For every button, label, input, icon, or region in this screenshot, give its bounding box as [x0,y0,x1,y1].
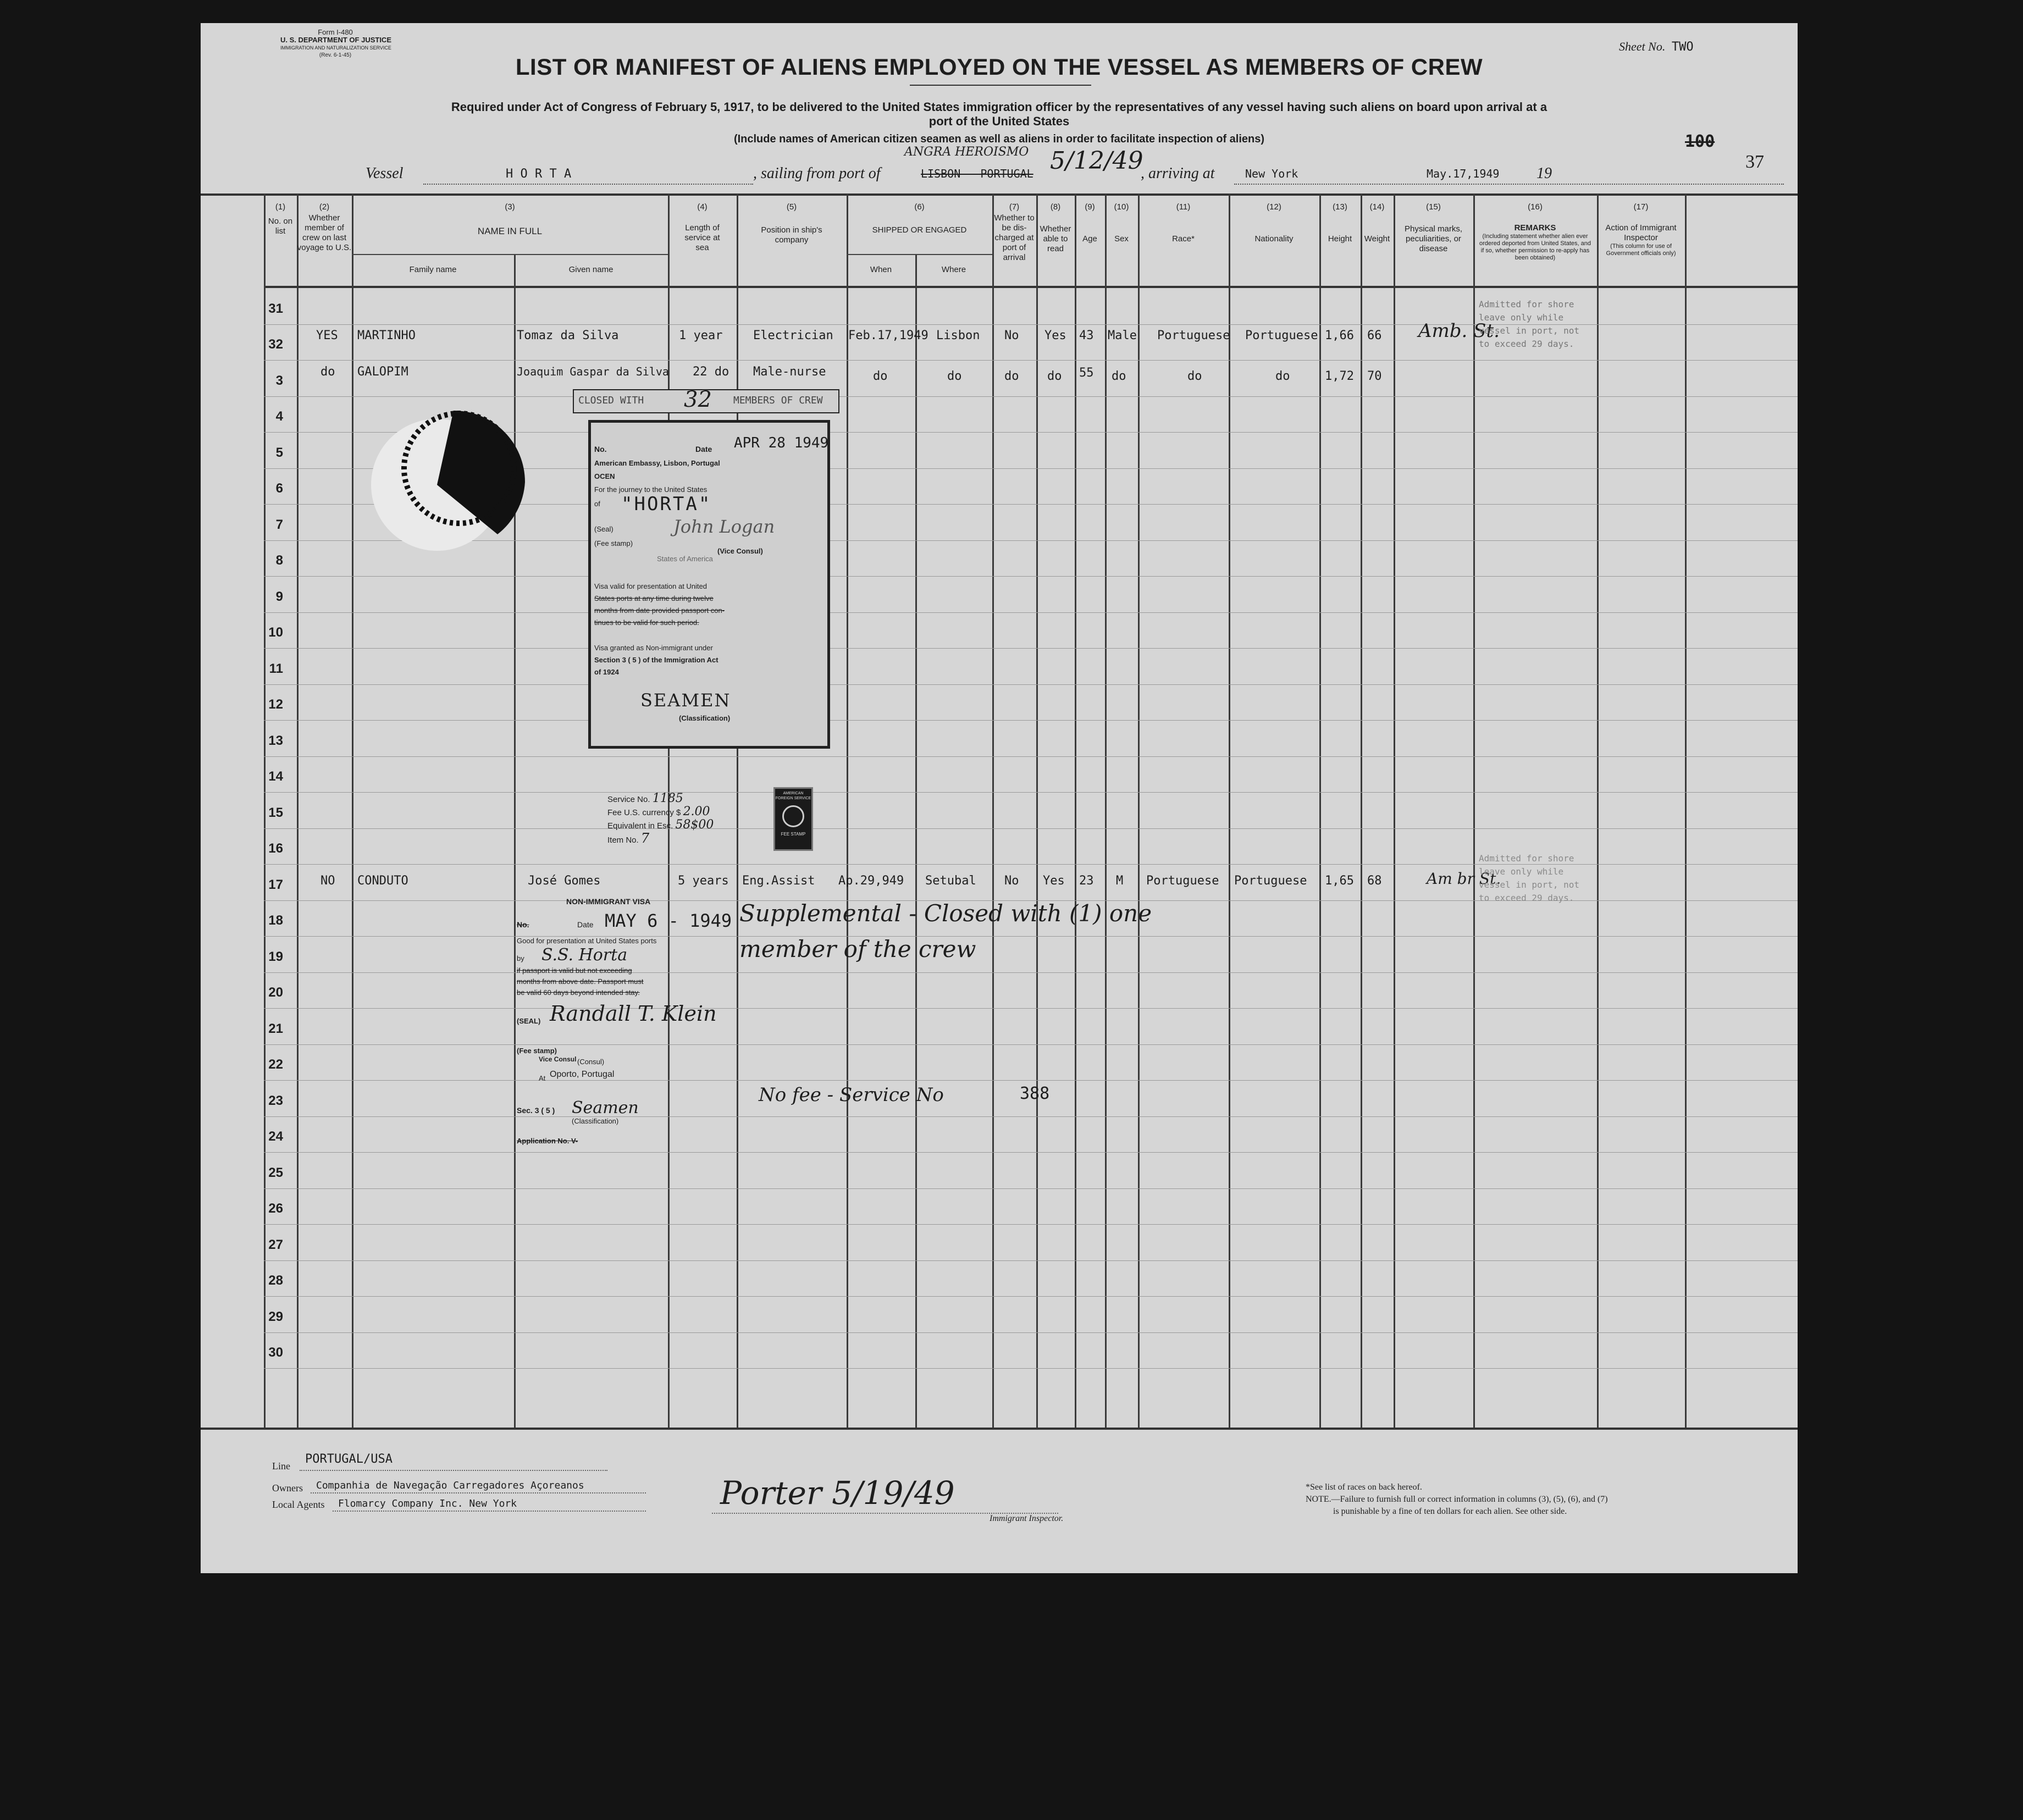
row-rule [264,972,1798,973]
table-bottom-border [201,1428,1798,1430]
row-number: 19 [268,949,283,964]
cell-position: Electrician [753,329,833,342]
footer-note-3: is punishable by a fine of ten dollars for each alien. See other side. [1333,1507,1567,1516]
visa-granted-1: Visa granted as Non-immigrant under [594,644,713,652]
visa2-consul-label: (Consul) [577,1058,605,1066]
row-number: 5 [275,445,283,460]
cell-family: MARTINHO [357,329,416,342]
cell-weight: 70 [1367,369,1382,383]
header-col-3: (3) NAME IN FULL [477,202,543,236]
footer-line-value: PORTUGAL/USA [305,1452,393,1466]
cell-crew: YES [316,329,338,342]
cell-position: Male-nurse [753,365,826,379]
col-divider [1075,193,1076,1428]
header-col-17: (17) Action of Immigrant Inspector (This column for use of Government officials only) [1605,202,1677,257]
footer-agents-label: Local Agents [272,1499,325,1510]
item-no-value: 7 [640,831,650,846]
visa2-line-1: Good for presentation at United States ports [517,937,657,945]
sailing-label: , sailing from port of [753,165,881,182]
col-divider [1036,193,1038,1428]
visa2-vice: Vice Consul [539,1055,577,1063]
header-col-5: (5) Position in ship's company [761,202,822,245]
visa2-date-label: Date [577,920,594,929]
row-number: 3 [275,373,283,388]
cell-family: GALOPIM [357,365,408,379]
cell-race: Portuguese [1146,874,1219,888]
visa-granted-3: of 1924 [594,668,619,676]
row-number: 21 [268,1021,283,1036]
equivalent-label: Equivalent in Esc. [607,821,673,831]
row-rule [264,792,1798,793]
cell-when: Ap.29,949 [838,874,904,888]
inspector-signature: Porter 5/19/49 [720,1474,955,1512]
cell-nationality: Portuguese [1234,874,1307,888]
cell-crew: do [320,365,335,379]
visa-valid-3: months from date provided passport con- [594,606,725,615]
table-header-bottom [264,286,1798,288]
fee-stamp-top: AMERICAN FOREIGN SERVICE [775,792,811,800]
fee-stamp-emblem [782,805,804,827]
row-number: 16 [268,841,283,856]
row-number: 22 [268,1057,283,1072]
initials-handwritten: Am br St. [1427,870,1501,888]
fee-currency-label: Fee U.S. currency $ [607,808,681,817]
header-family-name: Family name [409,265,457,274]
row-rule [264,1116,1798,1117]
header-when: When [870,265,892,274]
row-number: 11 [269,661,283,676]
row-rule [264,756,1798,757]
col-divider [847,193,848,1428]
visa-valid-1: Visa valid for presentation at United [594,582,707,590]
col-divider [1361,193,1362,1428]
header-given-name: Given name [568,265,613,274]
visa-fee: (Fee stamp) [594,539,633,547]
col-divider [352,193,353,1428]
cell-discharged: No [1004,874,1019,888]
service-no-value: 1185 [652,792,683,805]
subtitle-line-3: (Include names of American citizen seamen as well as aliens in order to facilitate inspection of aliens) [733,133,1265,145]
cell-when: Feb.17,1949 [848,329,928,342]
row-number: 32 [268,337,283,352]
header-col-2: (2) Whether member of crew on last voyage to U.S. [297,202,352,252]
visa-date-label: Date [695,445,712,453]
row-number: 24 [268,1129,283,1144]
sailing-port-struck: LISBON - PORTUGAL [921,167,1033,180]
visa2-by-value: S.S. Horta [541,945,628,965]
visa-granted-2: Section 3 ( 5 ) of the Immigration Act [594,656,718,664]
closed-label-right: MEMBERS OF CREW [733,395,823,406]
sheet-label: Sheet No. [1619,40,1666,53]
cell-age: 43 [1079,329,1094,342]
cell-where: Setubal [925,874,976,888]
footer-agents-underline [333,1511,646,1512]
visa-date-value: APR 28 1949 [734,435,829,451]
row-rule [264,720,1798,721]
cell-read: Yes [1044,329,1066,342]
footer-owners-underline [311,1492,646,1493]
visa2-consul-signature: Randall T. Klein [550,1002,717,1026]
closed-with-stamp [573,389,839,413]
visa-ocen: OCEN [594,472,615,480]
visa2-by-label: by [517,954,524,962]
row-rule [264,1260,1798,1261]
visa-seal: (Seal) [594,525,613,533]
equivalent-value: 58$00 [675,818,714,832]
row-number: 10 [268,625,283,640]
cell-length: 5 years [678,874,729,888]
col-divider [992,193,994,1428]
cell-height: 1,65 [1325,874,1354,888]
header-col-1: (1) No. on list [268,202,293,236]
row-rule [264,1188,1798,1189]
row-rule [264,828,1798,829]
subheader-line [847,254,992,255]
inspector-label: Immigrant Inspector. [990,1514,1064,1523]
cell-sex: do [1112,369,1126,383]
fee-stamp-bottom: FEE STAMP [781,832,806,837]
header-col-7: (7) Whether to be dis-charged at port of arrival [994,202,1035,262]
header-col-14: (14) Weight [1364,202,1390,244]
footer-note-1: *See list of races on back hereof. [1306,1482,1422,1492]
col-divider [737,193,738,1428]
visa-vessel: "HORTA" [621,493,712,515]
service-name: IMMIGRATION AND NATURALIZATION SERVICE [280,45,391,51]
closed-label-left: CLOSED WITH [578,395,644,406]
col-divider [1229,193,1230,1428]
row-rule [264,1044,1798,1045]
cell-remarks: Admitted for shore leave only while vessel in port, not to exceed 29 days. [1479,853,1580,903]
row-number: 18 [268,913,283,928]
form-number: Form I-480 [318,28,353,36]
footer-note-2: NOTE.—Failure to furnish full or correct information in columns (3), (5), (6), and (7) [1306,1495,1608,1504]
fee-block [607,793,714,847]
closed-number: 32 [684,387,712,412]
cell-family: CONDUTO [357,874,408,888]
col-divider [297,193,299,1428]
title-underline [910,85,1091,86]
row-number: 29 [268,1309,283,1324]
visa-journey: For the journey to the United States [594,485,708,494]
no-fee-number: 388 [1020,1084,1050,1103]
visa-classification-value: SEAMEN [640,690,731,711]
col-divider [1597,193,1599,1428]
footer-line-label: Line [272,1461,290,1472]
supplemental-note-1: Supplemental - Closed with (1) one [739,900,1152,927]
cell-age: 23 [1079,874,1094,888]
cell-given: Tomaz da Silva [517,329,619,342]
row-number: 17 [268,877,283,892]
row-number: 13 [268,733,283,748]
visa-no-label: No. [594,445,607,453]
row-rule [264,1296,1798,1297]
arriving-value: New York [1245,167,1298,180]
cell-length: 1 year [679,329,723,342]
row-number: 26 [268,1201,283,1216]
cell-race: do [1187,369,1202,383]
row-rule [264,936,1798,937]
visa2-line-3: months from above date. Passport must [517,977,644,986]
sailing-port-handwritten: ANGRA HEROISMO [904,145,1029,159]
cell-sex: Male [1108,329,1137,342]
footer-owners-value: Companhia de Navegação Carregadores Açoreanos [316,1480,584,1491]
department: U. S. DEPARTMENT OF JUSTICE [280,36,391,44]
row-number: 7 [275,517,283,532]
cell-sex: M [1116,874,1124,888]
visa2-fee: (Fee stamp) [517,1047,557,1055]
arriving-label: , arriving at [1141,165,1215,182]
visa2-no-label: No. [517,920,529,929]
row-number: 31 [268,301,283,316]
row-rule [264,1152,1798,1153]
sailing-date-handwritten: 5/12/49 [1050,147,1143,175]
initials-handwritten: Amb. St. [1418,320,1500,342]
supplemental-note-2: member of the crew [739,936,976,962]
row-number: 30 [268,1345,283,1360]
header-col-8: (8) Whether able to read [1040,202,1071,253]
cell-discharged: do [1004,369,1019,383]
row-number: 23 [268,1093,283,1108]
vessel-value: H O R T A [506,167,572,181]
row-number: 8 [275,553,283,568]
row-rule [264,1368,1798,1369]
sheet-number [1619,40,1694,54]
service-no-label: Service No. [607,795,650,804]
year-label: 19 [1536,165,1552,182]
cell-length: 22 do [693,365,729,379]
header-col-12: (12) Nationality [1254,202,1294,244]
vessel-underline [423,184,753,185]
row-rule [264,1080,1798,1081]
row-rule [264,576,1798,577]
header-col-15: (15) Physical marks, peculiarities, or disease [1404,202,1463,253]
visa-consul-label: (Vice Consul) [717,547,763,555]
visa2-line-4: be valid 60 days beyond intended stay. [517,988,640,997]
row-number: 15 [268,805,283,820]
visa2-line-2: if passport is valid but not exceeding [517,966,632,975]
header-col-16: (16) REMARKS (Including statement whether alien ever ordered deported from United States, and if so, whether permission to re-apply has been obtained) [1479,202,1591,261]
sheet-value: TWO [1671,40,1694,54]
col-divider [915,254,917,1428]
row-number: 4 [275,409,283,424]
row-rule [264,360,1798,361]
header-col-13: (13) Height [1328,202,1352,244]
embossed-seal [355,386,536,562]
arriving-underline [1234,184,1784,185]
cell-nationality: Portuguese [1245,329,1318,342]
row-rule [264,1332,1798,1333]
cell-given: José Gomes [528,874,601,888]
visa2-date-value: MAY 6 - 1949 [605,910,732,931]
row-number: 20 [268,985,283,1000]
row-number: 28 [268,1273,283,1288]
subtitle-line-1: Required under Act of Congress of February 5, 1917, to be delivered to the United States immigration officer by the representatives of any vessel having such aliens on board upon arrival at a [451,100,1547,114]
row-rule [264,1008,1798,1009]
visa2-app-label: Application No. V- [517,1137,578,1145]
header-col-11: (11) Race* [1172,202,1195,244]
cell-when: do [873,369,888,383]
footer-agents-value: Flomarcy Company Inc. New York [338,1498,517,1509]
cell-height: 1,72 [1325,369,1354,383]
cell-read: Yes [1043,874,1065,888]
fee-currency-value: 2.00 [683,805,710,818]
corner-struck-number: 100 [1685,132,1715,151]
visa2-seal: (SEAL) [517,1017,541,1025]
subtitle-line-2: port of the United States [928,114,1070,128]
visa2-sec-label: Sec. 3 ( 5 ) [517,1106,555,1115]
col-divider [1105,193,1107,1428]
cell-height: 1,66 [1325,329,1354,342]
visa-valid-2: States ports at any time during twelve [594,594,714,602]
cell-crew: NO [320,874,335,888]
cell-weight: 66 [1367,329,1382,342]
page-title: LIST OR MANIFEST OF ALIENS EMPLOYED ON THE VESSEL AS MEMBERS OF CREW [515,54,1483,80]
visa-valid-4: tinues to be valid for such period. [594,618,699,627]
footer-owners-label: Owners [272,1482,303,1493]
visa-states-of: States of America [657,555,713,563]
no-fee-note: No fee - Service No [759,1084,944,1106]
visa-consul-signature: John Logan [673,516,775,537]
visa-of-label: of [594,500,600,508]
cell-weight: 68 [1367,874,1382,888]
cell-nationality: do [1275,369,1290,383]
header-where: Where [941,265,966,274]
row-rule [264,648,1798,649]
visa2-title: NON-IMMIGRANT VISA [566,897,651,906]
visa2-place: Oporto, Portugal [550,1070,615,1079]
header-col-4: (4) Length of service at sea [684,202,720,252]
row-number: 25 [268,1165,283,1180]
row-rule [264,1224,1798,1225]
cell-where: Lisbon [936,329,980,342]
cell-discharged: No [1004,329,1019,342]
cell-given: Joaquim Gaspar da Silva [517,365,669,378]
header-col-10: (10) Sex [1114,202,1129,244]
visa-embassy: American Embassy, Lisbon, Portugal [594,459,720,467]
cell-where: do [947,369,962,383]
cell-position: Eng.Assist [742,874,815,888]
row-number: 27 [268,1237,283,1252]
col-divider [1685,193,1687,1428]
row-rule [264,684,1798,685]
col-divider [1319,193,1321,1428]
visa-stamp-lisbon [588,420,830,749]
subheader-line [352,254,668,255]
visa2-at-label: At [539,1074,546,1082]
row-number: 12 [268,697,283,712]
table-top-border [201,193,1798,196]
col-divider [1473,193,1475,1428]
header-col-6: (6) SHIPPED OR ENGAGED [872,202,967,235]
fee-stamp [773,787,813,851]
cell-race: Portuguese [1157,329,1230,342]
col-divider [1394,193,1395,1428]
form-revision: (Rev. 6-1-45) [319,52,352,58]
row-number: 6 [275,481,283,496]
row-number: 9 [275,589,283,604]
manifest-sheet [201,23,1798,1573]
item-no-label: Item No. [607,836,639,845]
row-number: 14 [268,769,283,784]
col-divider [1138,193,1140,1428]
vessel-label: Vessel [366,165,404,182]
corner-number: 37 [1745,152,1764,172]
visa2-sec-value: Seamen [572,1098,639,1118]
header-col-9: (9) Age [1082,202,1097,244]
row-rule [264,612,1798,613]
visa-classification-label: (Classification) [679,714,731,722]
visa2-class-label: (Classification) [572,1117,619,1125]
arrival-date: May.17,1949 [1427,167,1500,180]
cell-read: do [1047,369,1062,383]
cell-remarks: Admitted for shore leave only while vessel in port, not to exceed 29 days. [1479,299,1580,349]
cell-age: 55 [1079,366,1094,380]
footer-line-underline [300,1470,607,1471]
